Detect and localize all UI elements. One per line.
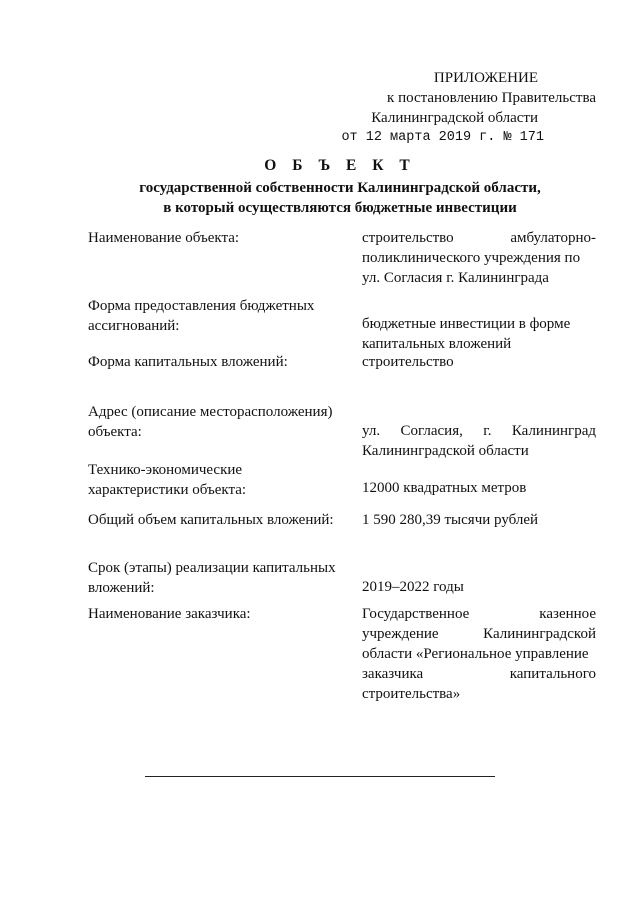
term-label-line1: Срок (этапы) реализации капитальных bbox=[88, 560, 336, 576]
capital-form-value: строительство bbox=[362, 354, 454, 370]
object-name-value-line1a: строительство bbox=[362, 230, 454, 246]
customer-value-line4b: капитального bbox=[509, 666, 596, 682]
object-name-value-line2: поликлинического учреждения по bbox=[362, 250, 581, 266]
annex-block bbox=[340, 68, 596, 148]
address-value-line2: Калининградской области bbox=[362, 443, 529, 459]
address-label bbox=[88, 402, 350, 442]
closing-rule-divider bbox=[145, 776, 495, 777]
customer-value-line3: области «Региональное управление bbox=[362, 646, 589, 662]
customer-value-line2a: учреждение bbox=[362, 626, 439, 642]
term-label bbox=[88, 558, 350, 598]
address-value-word1: ул. bbox=[362, 423, 381, 439]
heading-subtitle-line1: государственной собственности Калининградской области, bbox=[139, 180, 541, 196]
budget-form-value bbox=[362, 314, 596, 354]
tech-characteristics-value: 12000 квадратных метров bbox=[362, 480, 527, 496]
customer-value-line1a: Государственное bbox=[362, 606, 470, 622]
object-name-label: Наименование объекта: bbox=[88, 230, 240, 246]
term-label-line2: вложений: bbox=[88, 580, 155, 596]
document-heading bbox=[60, 156, 620, 218]
customer-value-line1b: казенное bbox=[539, 606, 596, 622]
address-value-word4: Калининград bbox=[511, 423, 596, 439]
tech-characteristics-label-line1: Технико-экономические bbox=[88, 462, 243, 478]
address-value-word3: г. bbox=[483, 423, 492, 439]
capital-form-label: Форма капитальных вложений: bbox=[88, 354, 288, 370]
customer-value-line2b: Калининградской bbox=[483, 626, 596, 642]
customer-label: Наименование заказчика: bbox=[88, 606, 251, 622]
address-label-line2: объекта: bbox=[88, 424, 142, 440]
object-name-value-line3: ул. Согласия г. Калининграда bbox=[362, 270, 549, 286]
budget-form-label bbox=[88, 296, 350, 336]
address-value bbox=[362, 421, 596, 461]
address-label-line1: Адрес (описание месторасположения) bbox=[88, 404, 333, 420]
tech-characteristics-label-line2: характеристики объекта: bbox=[88, 482, 247, 498]
capital-volume-value: 1 590 280,39 тысячи рублей bbox=[362, 512, 539, 528]
annex-line-region: Калининградской области bbox=[371, 110, 538, 126]
tech-characteristics-label bbox=[88, 460, 350, 500]
annex-line-resolution: к постановлению Правительства bbox=[387, 90, 596, 106]
annex-title: ПРИЛОЖЕНИЕ bbox=[433, 70, 538, 86]
customer-value-line4a: заказчика bbox=[362, 666, 424, 682]
address-value-word2: Согласия, bbox=[400, 423, 463, 439]
capital-volume-label: Общий объем капитальных вложений: bbox=[88, 512, 334, 528]
term-value: 2019–2022 годы bbox=[362, 579, 464, 595]
object-name-value bbox=[362, 228, 596, 288]
annex-line-date-number: от 12 марта 2019 г. № 171 bbox=[341, 130, 544, 145]
budget-form-label-line2: ассигнований: bbox=[88, 318, 180, 334]
heading-subtitle-line2: в который осуществляются бюджетные инвестиции bbox=[163, 200, 517, 216]
object-name-value-line1b: амбулаторно- bbox=[510, 230, 596, 246]
customer-value-line5: строительства» bbox=[362, 686, 461, 702]
budget-form-label-line1: Форма предоставления бюджетных bbox=[88, 298, 315, 314]
heading-title: О Б Ъ Е К Т bbox=[264, 157, 416, 174]
budget-form-value-line1: бюджетные инвестиции в форме bbox=[362, 316, 571, 332]
customer-value bbox=[362, 604, 596, 704]
budget-form-value-line2: капитальных вложений bbox=[362, 336, 512, 352]
